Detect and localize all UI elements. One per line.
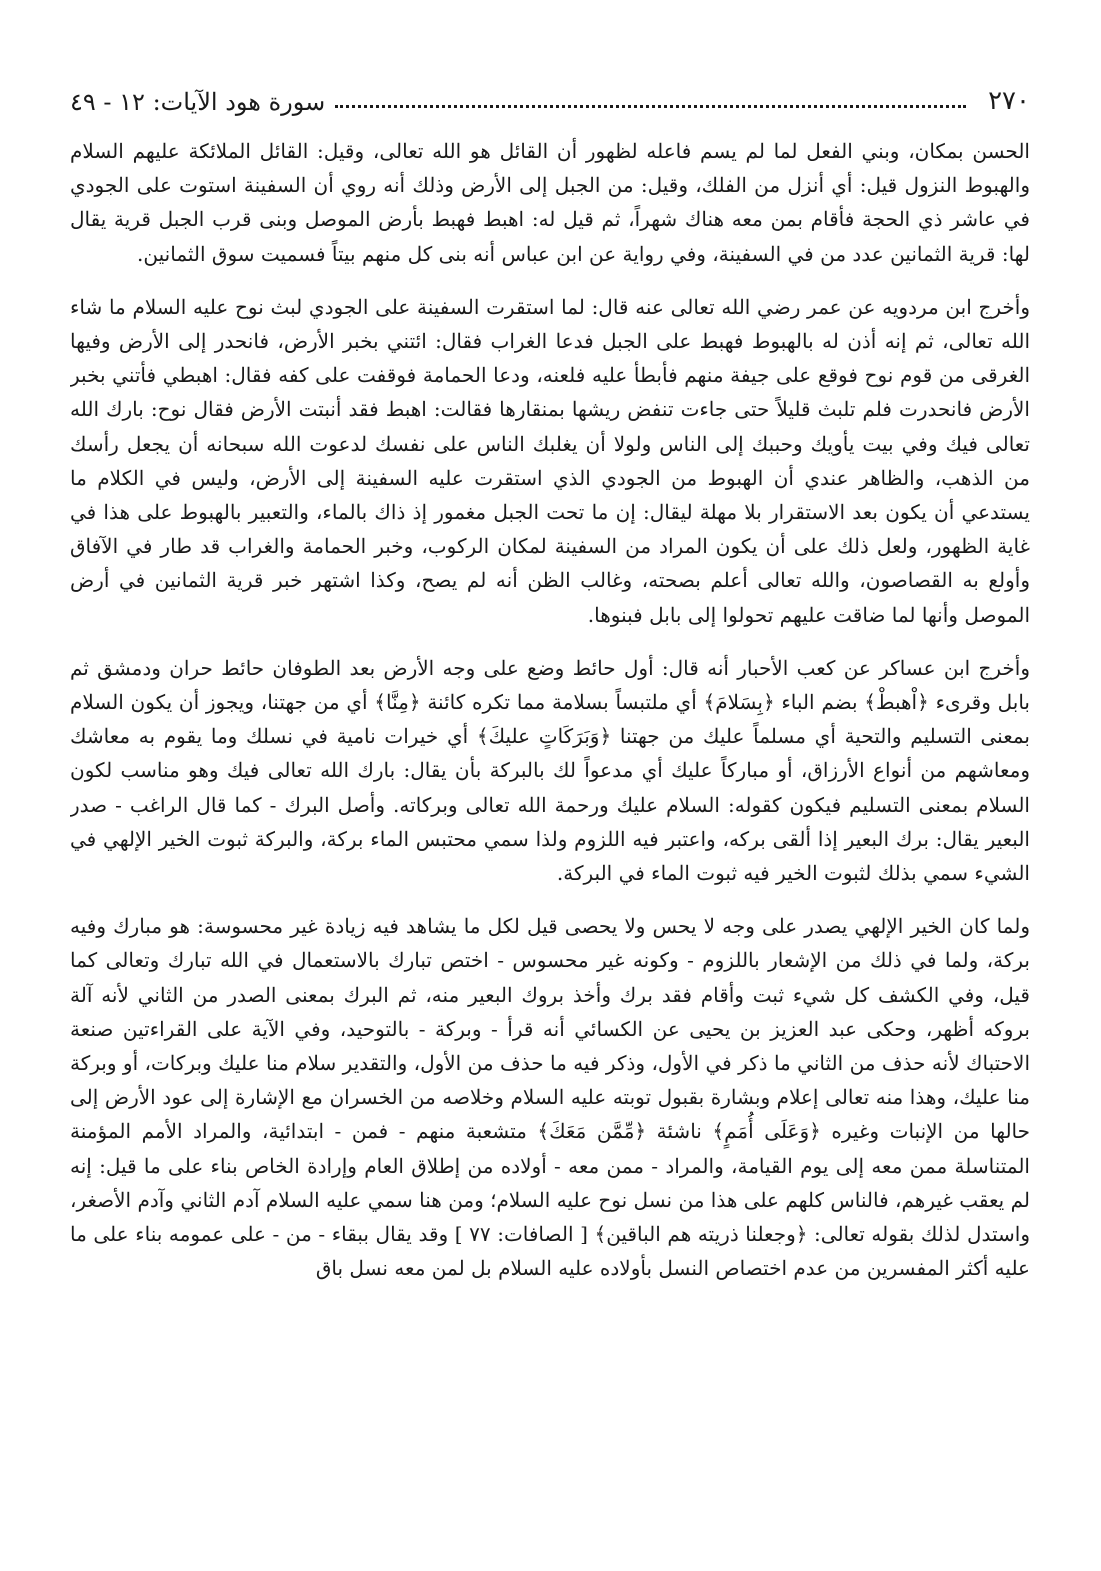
header-dotted-leader bbox=[335, 105, 966, 108]
paragraph-1: الحسن بمكان، وبني الفعل لما لم يسم فاعله لظهور أن القائل هو الله تعالى، وقيل: القائل الملائكة عليهم السلام والهبوط النزول قيل: أي أنزل من الفلك، وقيل: من الجبل إلى الأرض وذلك أنه روي أن السفينة استوت على الجودي في عاشر ذي الحجة فأقام بمن معه هناك شهراً، ثم قيل له: اهبط فهبط بأرض الموصل وبنى قرب الجبل قرية يقال لها: قرية الثمانين عدد من في السفينة، وفي رواية عن ابن عباس أنه بنى كل منهم بيتاً فسميت سوق الثمانين. bbox=[70, 139, 1030, 266]
paragraph-3: وأخرج ابن عساكر عن كعب الأحبار أنه قال: أول حائط وضع على وجه الأرض بعد الطوفان حائط حران ودمشق ثم بابل وقرىء ﴿اْهبطْ﴾ بضم الباء ﴿بِسَلامَ﴾ أي ملتبساً بسلامة مما تكره كائنة ﴿مِنَّا﴾ أي من جهتنا، ويجوز أن يكون السلام بمعنى التسليم والتحية أي مسلماً عليك من جهتنا ﴿وَبَرَكَاتٍ عليكَ﴾ أي خيرات نامية في نسلك وما يقوم به معاشك ومعاشهم من أنواع الأرزاق، أو مباركاً عليك أي مدعواً لك بالبركة بأن يقال: بارك الله تعالى فيك وهو مناسب لكون السلام بمعنى التسليم فيكون كقوله: السلام عليك ورحمة الله تعالى وبركاته. وأصل البرك - كما قال الراغب - صدر البعير يقال: برك البعير إذا ألقى بركه، واعتبر فيه اللزوم ولذا سمي محتبس الماء بركة، والبركة ثبوت الخير الإلهي في الشيء سمي بذلك لثبوت الخير فيه ثبوت الماء في البركة. bbox=[70, 655, 1030, 886]
body-text bbox=[70, 134, 1030, 1286]
running-header bbox=[70, 78, 1030, 114]
paragraph-2: وأخرج ابن مردويه عن عمر رضي الله تعالى عنه قال: لما استقرت السفينة على الجودي لبث نوح عليه السلام ما شاء الله تعالى، ثم إنه أذن له بالهبوط فهبط على الجبل فدعا الغراب فقال: ائتني بخبر الأرض، فانحدر إلى الأرض وفيها الغرقى من قوم نوح فوقع على جيفة منهم فأبطأ عليه فلعنه، ودعا الحمامة فوقفت على كفه فقال: اهبطي فأتني بخبر الأرض فانحدرت فلم تلبث قليلاً حتى جاءت تنفض ريشها بمنقارها فقالت: اهبط فقد أنبتت الأرض فقال نوح: بارك الله تعالى فيك وفي بيت يأويك وحببك إلى الناس ولولا أن يغلبك الناس على نفسك لدعوت الله سبحانه أن يجعل رأسك من الذهب، والظاهر عندي أن الهبوط من الجودي الذي استقرت عليه السفينة إلى الأرض، وليس في الكلام ما يستدعي أن يكون بعد الاستقرار بلا مهلة ليقال: إن ما تحت الجبل مغمور إذ ذاك بالماء، والتعبير بالهبوط على هذا في غاية الظهور، ولعل ذلك على أن يكون المراد من السفينة لمكان الركوب، وخبر الحمامة والغراب قد طار في الآفاق وأولع به القصاصون، والله تعالى أعلم بصحته، وغالب الظن أنه لم يصح، وكذا اشتهر خبر قرية الثمانين في أرض الموصل وأنها لما ضاقت عليهم تحولوا إلى بابل فبنوها. bbox=[70, 294, 1030, 627]
page bbox=[70, 78, 1030, 1548]
paragraph-4: ولما كان الخير الإلهي يصدر على وجه لا يحس ولا يحصى قيل لكل ما يشاهد فيه زيادة غير محسوسة: هو مبارك وفيه بركة، ولما في ذلك من الإشعار باللزوم - وكونه غير محسوس - اختص تبارك بالاستعمال في الله تبارك وتعالى كما قيل، وفي الكشف كل شيء ثبت وأقام فقد برك وأخذ بروك البعير منه، ثم البرك بمعنى الصدر من الثاني لأنه آلة بروكه أظهر، وحكى عبد العزيز بن يحيى عن الكسائي أنه قرأ - وبركة - بالتوحيد، وفي الآية على القراءتين صنعة الاحتباك لأنه حذف من الثاني ما ذكر في الأول، وذكر فيه ما حذف من الأول، والتقدير سلام منا عليك وبركات، أو وبركة منا عليك، وهذا منه تعالى إعلام وبشارة بقبول توبته عليه السلام وخلاصه من الخسران مع الإشارة إلى عود الأرض إلى حالها من الإنبات وغيره ﴿وَعَلَى أُمَمٍ﴾ ناشئة ﴿مِّمَّن مَعَكَ﴾ متشعبة منهم - فمن - ابتدائية، والمراد الأمم المؤمنة المتناسلة ممن معه إلى يوم القيامة، والمراد - ممن معه - أولاده من إطلاق العام وإرادة الخاص بناء على ما قيل: إنه لم يعقب غيرهم، فالناس كلهم على هذا من نسل نوح عليه السلام؛ ومن هنا سمي عليه السلام آدم الثاني وآدم الأصغر، واستدل لذلك بقوله تعالى: ﴿وجعلنا ذريته هم الباقين﴾ [ الصافات: ٧٧ ] وقد يقال ببقاء - من - على عمومه بناء على ما عليه أكثر المفسرين من عدم اختصاص النسل بأولاده عليه السلام بل لمن معه نسل باق bbox=[70, 914, 1030, 1281]
page-number: ٢٧٠ bbox=[988, 86, 1030, 116]
page-title: سورة هود الآيات: ١٢ - ٤٩ bbox=[70, 88, 326, 116]
